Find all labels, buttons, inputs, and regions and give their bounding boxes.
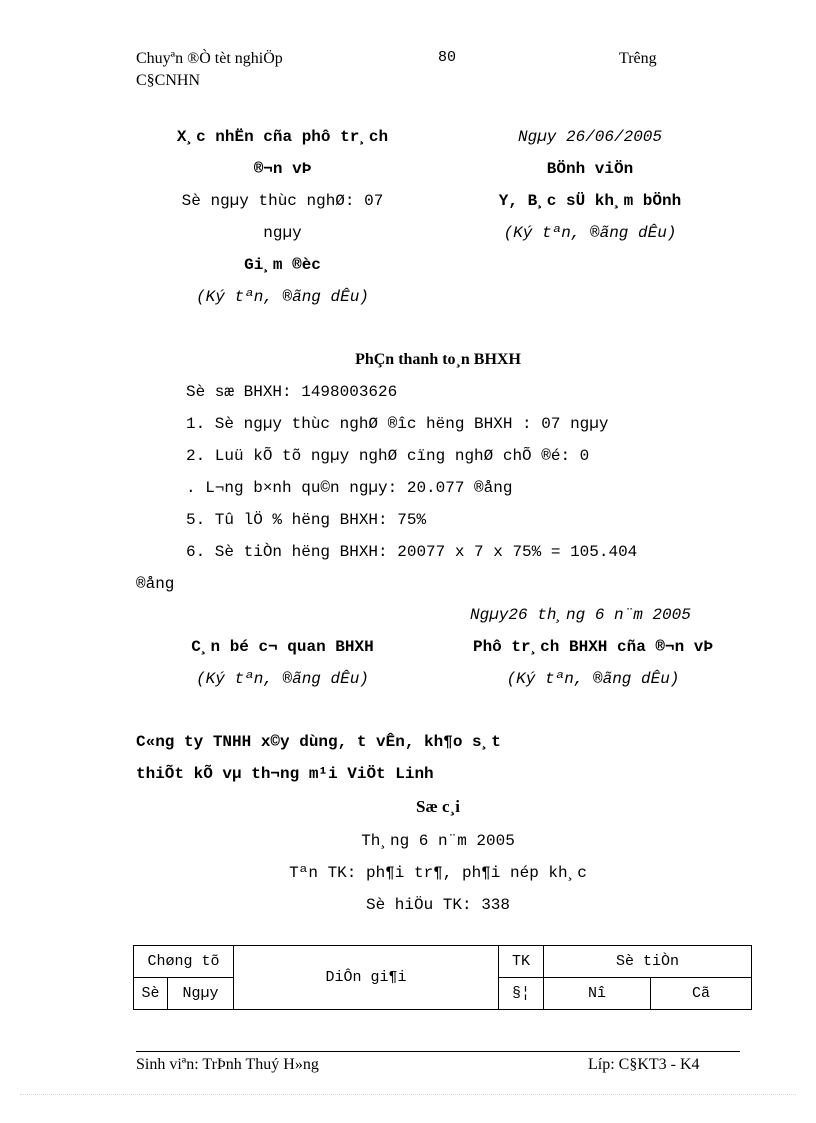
confirm-left-sign: (Ký tªn, ®ãng dÊu) [196,288,369,306]
header-left-line2: C§CNHN [136,72,201,89]
page-edge-dotted-line [20,1094,796,1095]
confirm-right-org: BÖnh viÖn [546,160,634,178]
payment-line: 6. Sè tiÒn hëng BHXH: 20077 x 7 x 75% = 105.404 [186,543,638,561]
sign-left-title: C¸n bé c¬ quan BHXH [191,638,374,656]
payment-line: . L¬ng b×nh qu©n ngµy: 20.077 ®ång [186,479,513,497]
payment-line: 5. Tû lÖ % hëng BHXH: 75% [186,511,427,529]
company-line2: thiÕt kÕ vµ th¬ng m¹i ViÖt Linh [136,765,434,783]
col-voucher-no: Sè [134,978,168,1010]
header-left-line1: Chuyªn ®Ò tèt nghiÖp [136,50,283,67]
col-credit: Cã [651,978,752,1010]
confirm-left-title: Gi¸m ®èc [244,256,321,274]
footer-left: Sinh viªn: TrÞnh Thuý H»ng [136,1056,319,1073]
col-tk: TK [499,946,544,978]
col-debit: Nî [544,978,651,1010]
payment-date: Ngµy26 th¸ng 6 n¨m 2005 [470,606,691,624]
confirm-right-date: Ngµy 26/06/2005 [517,128,663,146]
company-line1: C«ng ty TNHH x©y dùng, t vÊn, kh¶o s¸t [136,733,501,751]
payment-line: 1. Sè ngµy thùc nghØ ®îc hëng BHXH : 07 ngµy [186,415,609,433]
sign-right-title: Phô tr¸ch BHXH cña ®¬n vÞ [472,638,714,656]
ledger-account-name: Tªn TK: ph¶i tr¶, ph¶i nép kh¸c [289,864,587,882]
confirm-left-line4: ngµy [263,224,302,242]
confirm-left-line3: Sè ngµy thùc nghØ: 07 [181,192,384,210]
col-voucher-date: Ngµy [168,978,234,1010]
confirm-right-title: Y, B¸c sÜ kh¸m bÖnh [498,192,682,210]
payment-heading: PhÇn thanh to¸n BHXH [355,351,521,368]
sign-left-sign: (Ký tªn, ®ãng dÊu) [196,670,369,688]
col-description: DiÔn gi¶i [234,946,499,1010]
confirm-left-line2: ®¬n vÞ [253,160,312,178]
ledger-table [133,945,752,1010]
col-tk-sub: §¦ [499,978,544,1010]
payment-line: Sè sæ BHXH: 1498003626 [186,383,398,401]
sign-right-sign: (Ký tªn, ®ãng dÊu) [506,670,680,688]
col-voucher: Chøng tõ [134,946,234,978]
header-right: Trêng [619,50,657,67]
page-number: 80 [438,49,457,66]
confirm-right-sign: (Ký tªn, ®ãng dÊu) [503,224,677,242]
confirm-left-line1: X¸c nhËn cña phô tr¸ch [176,128,389,146]
payment-line: 2. Luü kÕ tõ ngµy nghØ cïng nghØ chÕ ®é: 0 [186,447,590,465]
payment-unit: ®ång [136,575,175,593]
ledger-account-no: Sè hiÖu TK: 338 [365,896,511,914]
ledger-title: Sæ c¸i [416,797,460,816]
col-amount: Sè tiÒn [544,946,752,978]
ledger-month: Th¸ng 6 n¨m 2005 [361,832,515,850]
footer-right: Líp: C§KT3 - K4 [588,1056,700,1073]
footer-rule [136,1051,740,1052]
